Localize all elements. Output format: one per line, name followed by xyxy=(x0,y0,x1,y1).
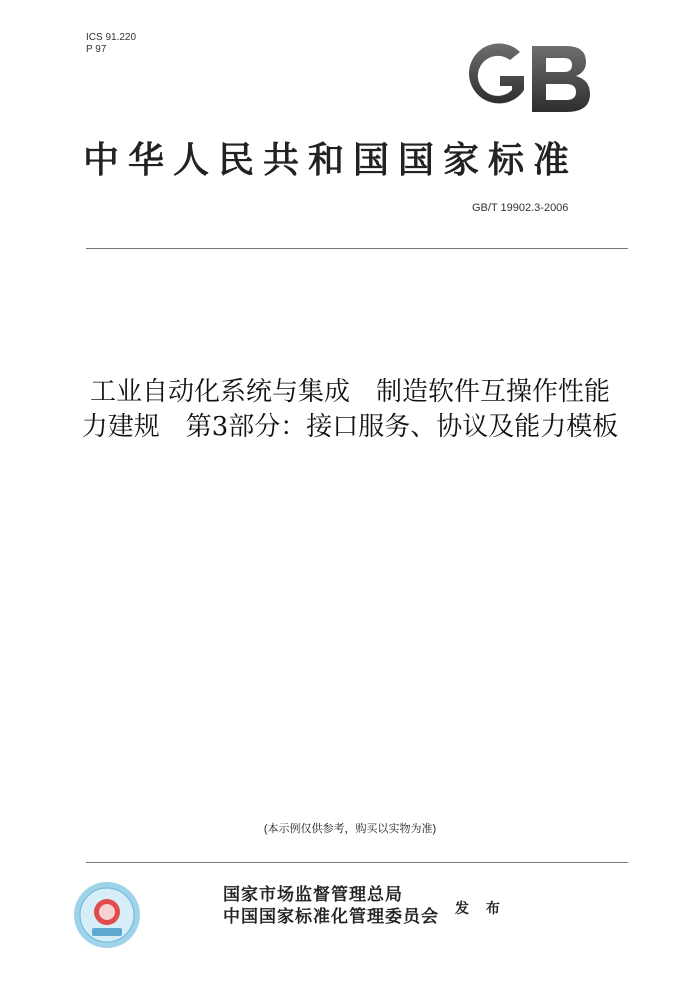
classification-codes xyxy=(86,32,136,56)
issuing-authorities xyxy=(223,884,439,928)
title-line-1: 工业自动化系统与集成 制造软件互操作性能 xyxy=(89,377,610,407)
standard-number: GB/T 19902.3-2006 xyxy=(472,202,569,214)
header-divider xyxy=(86,248,628,249)
title-line-2: 力建规 第3部分：接口服务、协议及能力模板 xyxy=(81,412,619,442)
footer-divider xyxy=(86,862,628,863)
publish-label: 发 布 xyxy=(455,901,506,917)
standards-seal-icon xyxy=(72,880,142,950)
sample-note: (本示例仅供参考，购买以实物为准) xyxy=(263,823,437,835)
standard-name: 中华人民共和国国家标准 xyxy=(83,140,579,181)
ics-code: ICS 91.220 xyxy=(86,32,137,43)
gb-logo-icon xyxy=(462,42,592,114)
issuer-line-2: 中国国家标准化管理委员会 xyxy=(223,907,439,927)
document-title xyxy=(50,375,650,445)
ccs-code: P 97 xyxy=(86,44,107,55)
issuer-line-1: 国家市场监督管理总局 xyxy=(223,885,403,905)
